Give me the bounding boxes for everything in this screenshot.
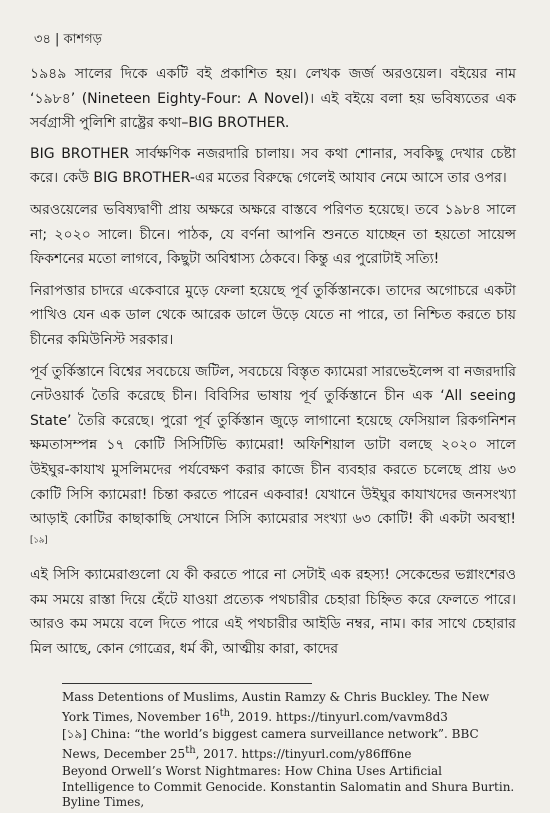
text-line: অরওয়েলের ভবিষ্যদ্বাণী প্রায় অক্ষরে অক্ষরে বাস্তবে পরিণত হয়েছে। তবে ১৯৮৪: [30, 201, 487, 218]
text-line: করতে চায় চীনের কমিউনিস্ট সরকার।: [30, 307, 516, 348]
text-line: নজরদারি নেটওয়ার্ক তৈরি করেছে চীন। বিবিসির ভাষায় পূর্ব তুর্কিস্তানে চীন এক ‘All: [30, 363, 516, 405]
footnote-superscript: th: [185, 744, 196, 756]
text-line: নিরাপত্তার চাদরে একেবারে মুড়ে ফেলা হয়েছে পূর্ব তুর্কিস্তানকে। তাদের অগোচরে: [30, 282, 484, 299]
text-line: সায়েন্স ফিকশনের মতো লাগবে, কিছুটা অবিশ্বাস্য ঠেকবে। কিন্তু এর পুরোটাই সত্যি!: [30, 226, 516, 268]
text-line: সর্বগ্রাসী পুলিশি রাষ্ট্রের কথা–BIG BROTHER.: [30, 115, 290, 132]
paragraph-big-brother: [30, 142, 516, 191]
text-line: ‘১৯৮৪’ (Nineteen Eighty-Four: A Novel)। এই বইয়ে বলা হয় ভবিষ্যতের এক: [30, 90, 516, 107]
text-line: চেষ্টা করে। কেউ BIG BROTHER-এর মতের বিরুদ্ধে গেলেই আযাব নেমে আসে: [30, 145, 516, 187]
chapter-title: কাশগড়: [63, 32, 102, 47]
paragraph-security-blanket: [30, 279, 516, 353]
text-line: সালে না; ২০২০ সালে। চীনে। পাঠক, যে বর্ণনা আপনি শুনতে যাচ্ছেন তা হয়তো: [30, 201, 516, 243]
footnote-text: , 2017. https://tinyurl.com/y86ff6ne: [195, 746, 412, 761]
footnote-text: , 2019. https://tinyurl.com/vavm8d3: [230, 709, 448, 724]
footnote-superscript: th: [219, 707, 231, 719]
footnote-reference: [১৯]: [30, 535, 48, 546]
paragraph-orwell-1984: [30, 62, 516, 136]
text-line: কোটি! কী একটা অবস্থা!: [376, 511, 517, 528]
text-line: তার ওপর।: [447, 170, 507, 187]
text-line: BIG BROTHER সার্বক্ষণিক নজরদারি চালায়। সব কথা শোনার, সবকিছু দেখার: [30, 145, 491, 162]
paragraph-cctv-capabilities: [30, 563, 516, 661]
page-number: ৩৪: [34, 32, 51, 47]
footnote-entry: [62, 764, 518, 811]
text-line: রিকগনিশন ক্ষমতাসম্পন্ন ১৭ কোটি সিসিটিভি ক্যামেরা! অফিশিয়াল ডাটা বলছে: [30, 412, 516, 454]
text-line: ২০২০ সালে উইঘুর-কাযাখ মুসলিমদের পর্যবেক্ষণ করার কাজে চীন ব্যবহার করতে: [30, 437, 516, 478]
footnote-text: Mass Detentions of Muslims, Austin Ramzy & Chris Buckley. The New York Times, November 16: [62, 690, 490, 724]
running-header: [34, 30, 102, 51]
text-line: ভগ্নাংশেরও কম সময়ে রাস্তা দিয়ে হেঁটে যাওয়া প্রত্যেক পথচারীর চেহারা চিহ্নিত: [30, 567, 516, 608]
footnotes: [62, 690, 518, 813]
body-text: [30, 62, 516, 669]
text-line: কাযাখদের জনসংখ্যা আড়াই কোটির কাছাকাছি সেখানে সিসি ক্যামেরার সংখ্যা ৬৩: [30, 486, 516, 528]
text-line: seeing State’ তৈরি করেছে। পুরো পূর্ব তুর্কিস্তান জুড়ে লাগানো হয়েছে ফেসিয়াল: [30, 388, 516, 429]
footnote-entry: [62, 727, 518, 762]
text-line: করে ফেলতে পারে। আরও কম সময়ে বলে দিতে পারে এই পথচারীর আইডি নম্বর,: [30, 591, 517, 633]
text-line: এই সিসি ক্যামেরাগুলো যে কী করতে পারে না সেটাই এক রহস্য! সেকেন্ডের: [30, 567, 456, 584]
header-separator: |: [55, 32, 60, 47]
paragraph-surveillance-network: [30, 360, 516, 557]
footnote-divider: [62, 683, 312, 684]
text-line: নাম। কার সাথে চেহারার মিল আছে, কোন গোত্রের, ধর্ম কী, আত্মীয় কারা, কাদের: [30, 616, 517, 658]
footnote-text: Beyond Orwell’s Worst Nightmares: How China Uses Artificial Intelligence to Commit Genocide. Konstantin Salomatin and Shura Burtin. Byline Times,: [62, 764, 515, 809]
text-line: একটা পাখিও যেন এক ডাল থেকে আরেক ডালে উড়ে যেতে না পারে, তা নিশ্চিত: [30, 282, 516, 324]
text-line: পূর্ব তুর্কিস্তানে বিশ্বের সবচেয়ে জটিল, সবচেয়ে বিস্তৃত ক্যামেরা সারভেইলেন্স বা: [30, 363, 465, 380]
footnote-entry: [62, 690, 518, 725]
text-line: ১৯৪৯ সালের দিকে একটি বই প্রকাশিত হয়। লেখক জর্জ অরওয়েল। বইয়ের নাম: [30, 66, 516, 82]
paragraph-prophecy: [30, 198, 516, 272]
text-line: চলেছে প্রায় ৬৩ কোটি সিসি ক্যামেরা! চিন্তা করতে পারেন একবার! যেখানে উইঘুর: [30, 461, 516, 503]
footnote-text: [১৯] China: “the world’s biggest camera surveillance network”. BBC News, December 25: [62, 727, 479, 761]
